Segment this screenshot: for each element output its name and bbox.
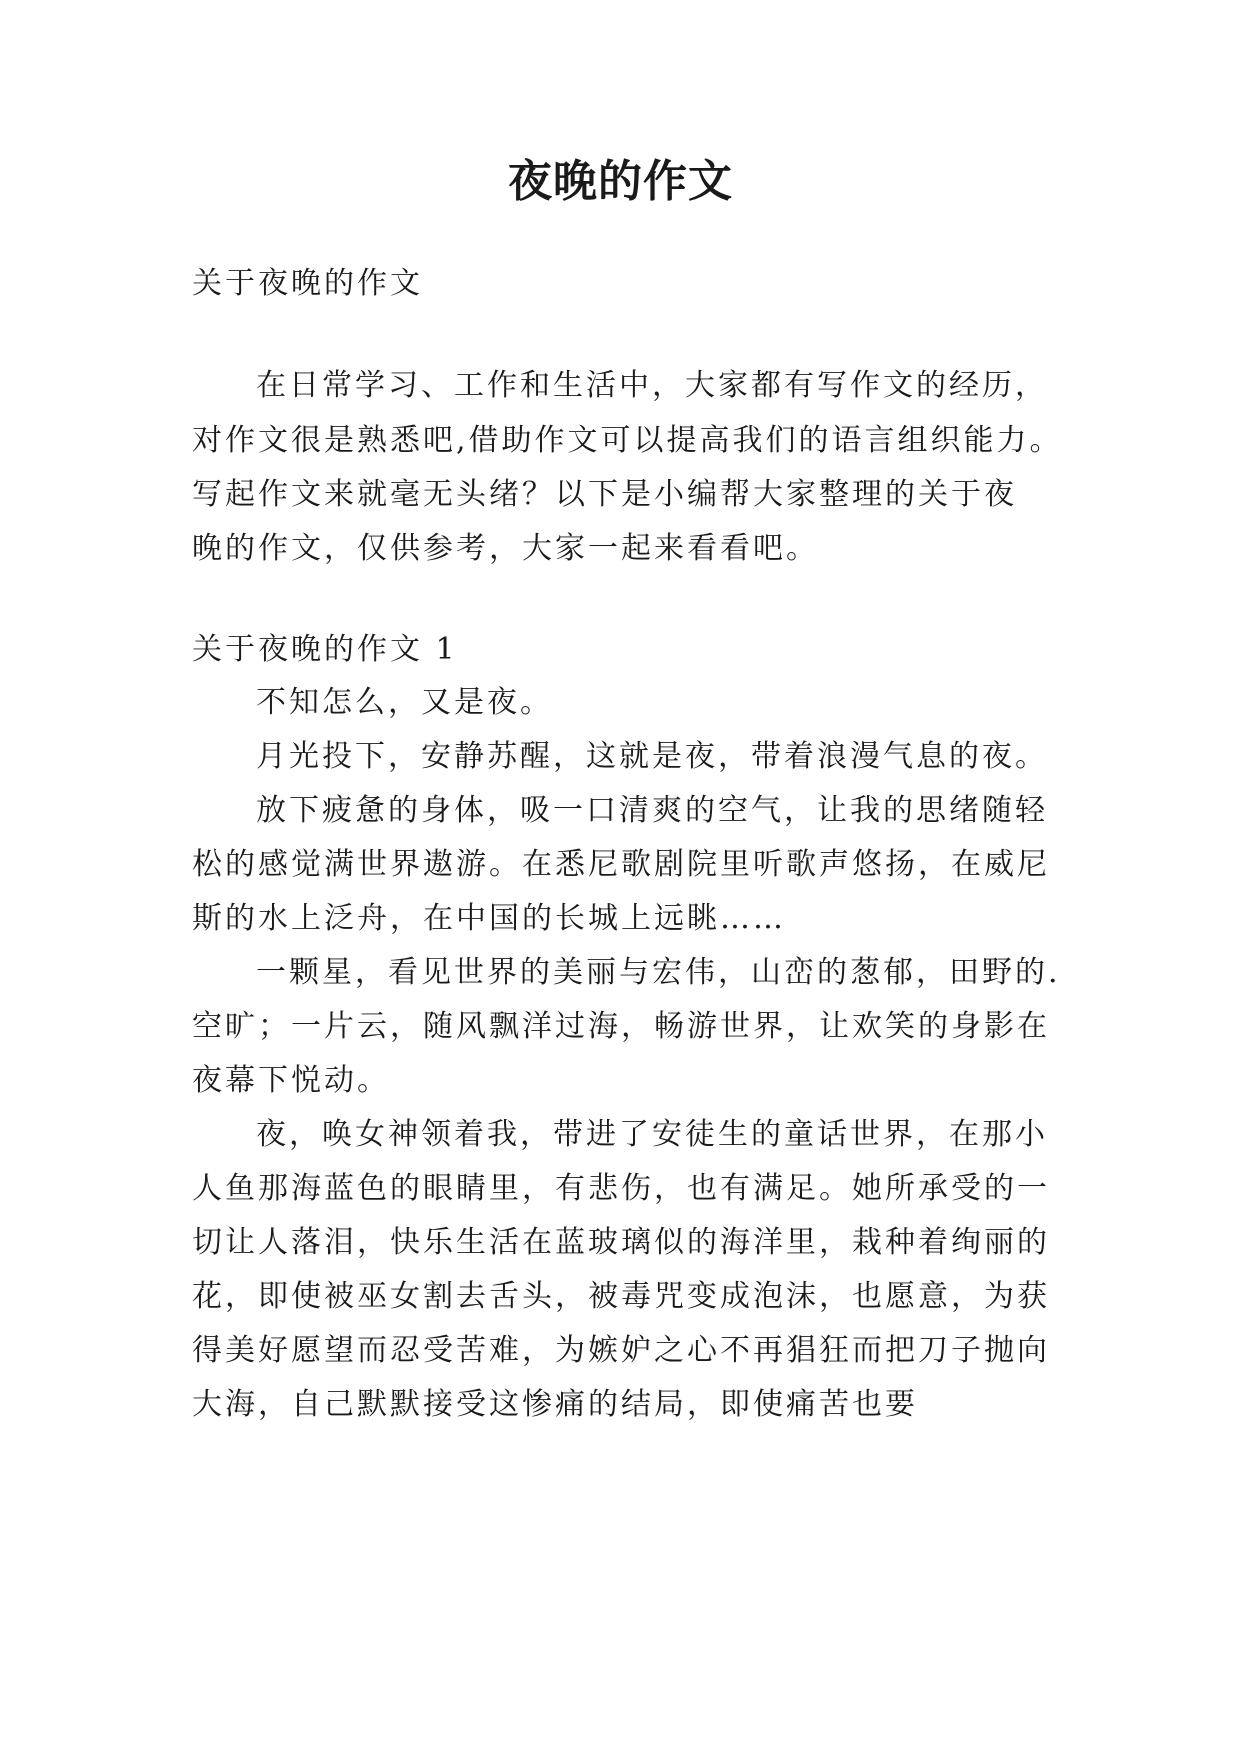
body-line: 松的感觉满世界遨游。在悉尼歌剧院里听歌声悠扬，在威尼 — [192, 847, 1050, 882]
body-line: 大海，自己默默接受这惨痛的结局，即使痛苦也要 — [192, 1387, 918, 1422]
body-line: 夜幕下悦动。 — [192, 1063, 390, 1098]
body-line: 不知怎么，又是夜。 — [256, 685, 553, 720]
body-line: 一颗星，看见世界的美丽与宏伟，山峦的葱郁，田野的. — [256, 955, 1061, 990]
body-line: 夜，唤女神领着我，带进了安徒生的童话世界，在那小 — [256, 1117, 1048, 1152]
body-line: 切让人落泪，快乐生活在蓝玻璃似的海洋里，栽种着绚丽的 — [192, 1225, 1050, 1260]
body-line: 放下疲惫的身体，吸一口清爽的空气，让我的思绪随轻 — [256, 793, 1048, 828]
body-line: 斯的水上泛舟，在中国的长城上远眺…… — [192, 901, 786, 936]
body-line: 人鱼那海蓝色的眼睛里，有悲伤，也有满足。她所承受的一 — [192, 1171, 1050, 1206]
section-heading: 关于夜晚的作文 1 — [192, 632, 458, 667]
intro-line: 在日常学习、工作和生活中，大家都有写作文的经历， — [256, 368, 1048, 403]
document-title: 夜晚的作文 — [508, 156, 733, 207]
intro-line: 对作文很是熟悉吧,借助作文可以提高我们的语言组织能力。 — [192, 423, 1063, 458]
intro-line: 晚的作文，仅供参考，大家一起来看看吧。 — [192, 531, 819, 566]
body-line: 花，即使被巫女割去舌头，被毒咒变成泡沫，也愿意，为获 — [192, 1279, 1050, 1314]
body-line: 得美好愿望而忍受苦难，为嫉妒之心不再猖狂而把刀子抛向 — [192, 1333, 1050, 1368]
intro-line: 写起作文来就毫无头绪？以下是小编帮大家整理的关于夜 — [192, 477, 1017, 512]
body-line: 月光投下，安静苏醒，这就是夜，带着浪漫气息的夜。 — [256, 739, 1048, 774]
subtitle: 关于夜晚的作文 — [192, 266, 423, 301]
body-line: 空旷；一片云，随风飘洋过海，畅游世界，让欢笑的身影在 — [192, 1009, 1050, 1044]
